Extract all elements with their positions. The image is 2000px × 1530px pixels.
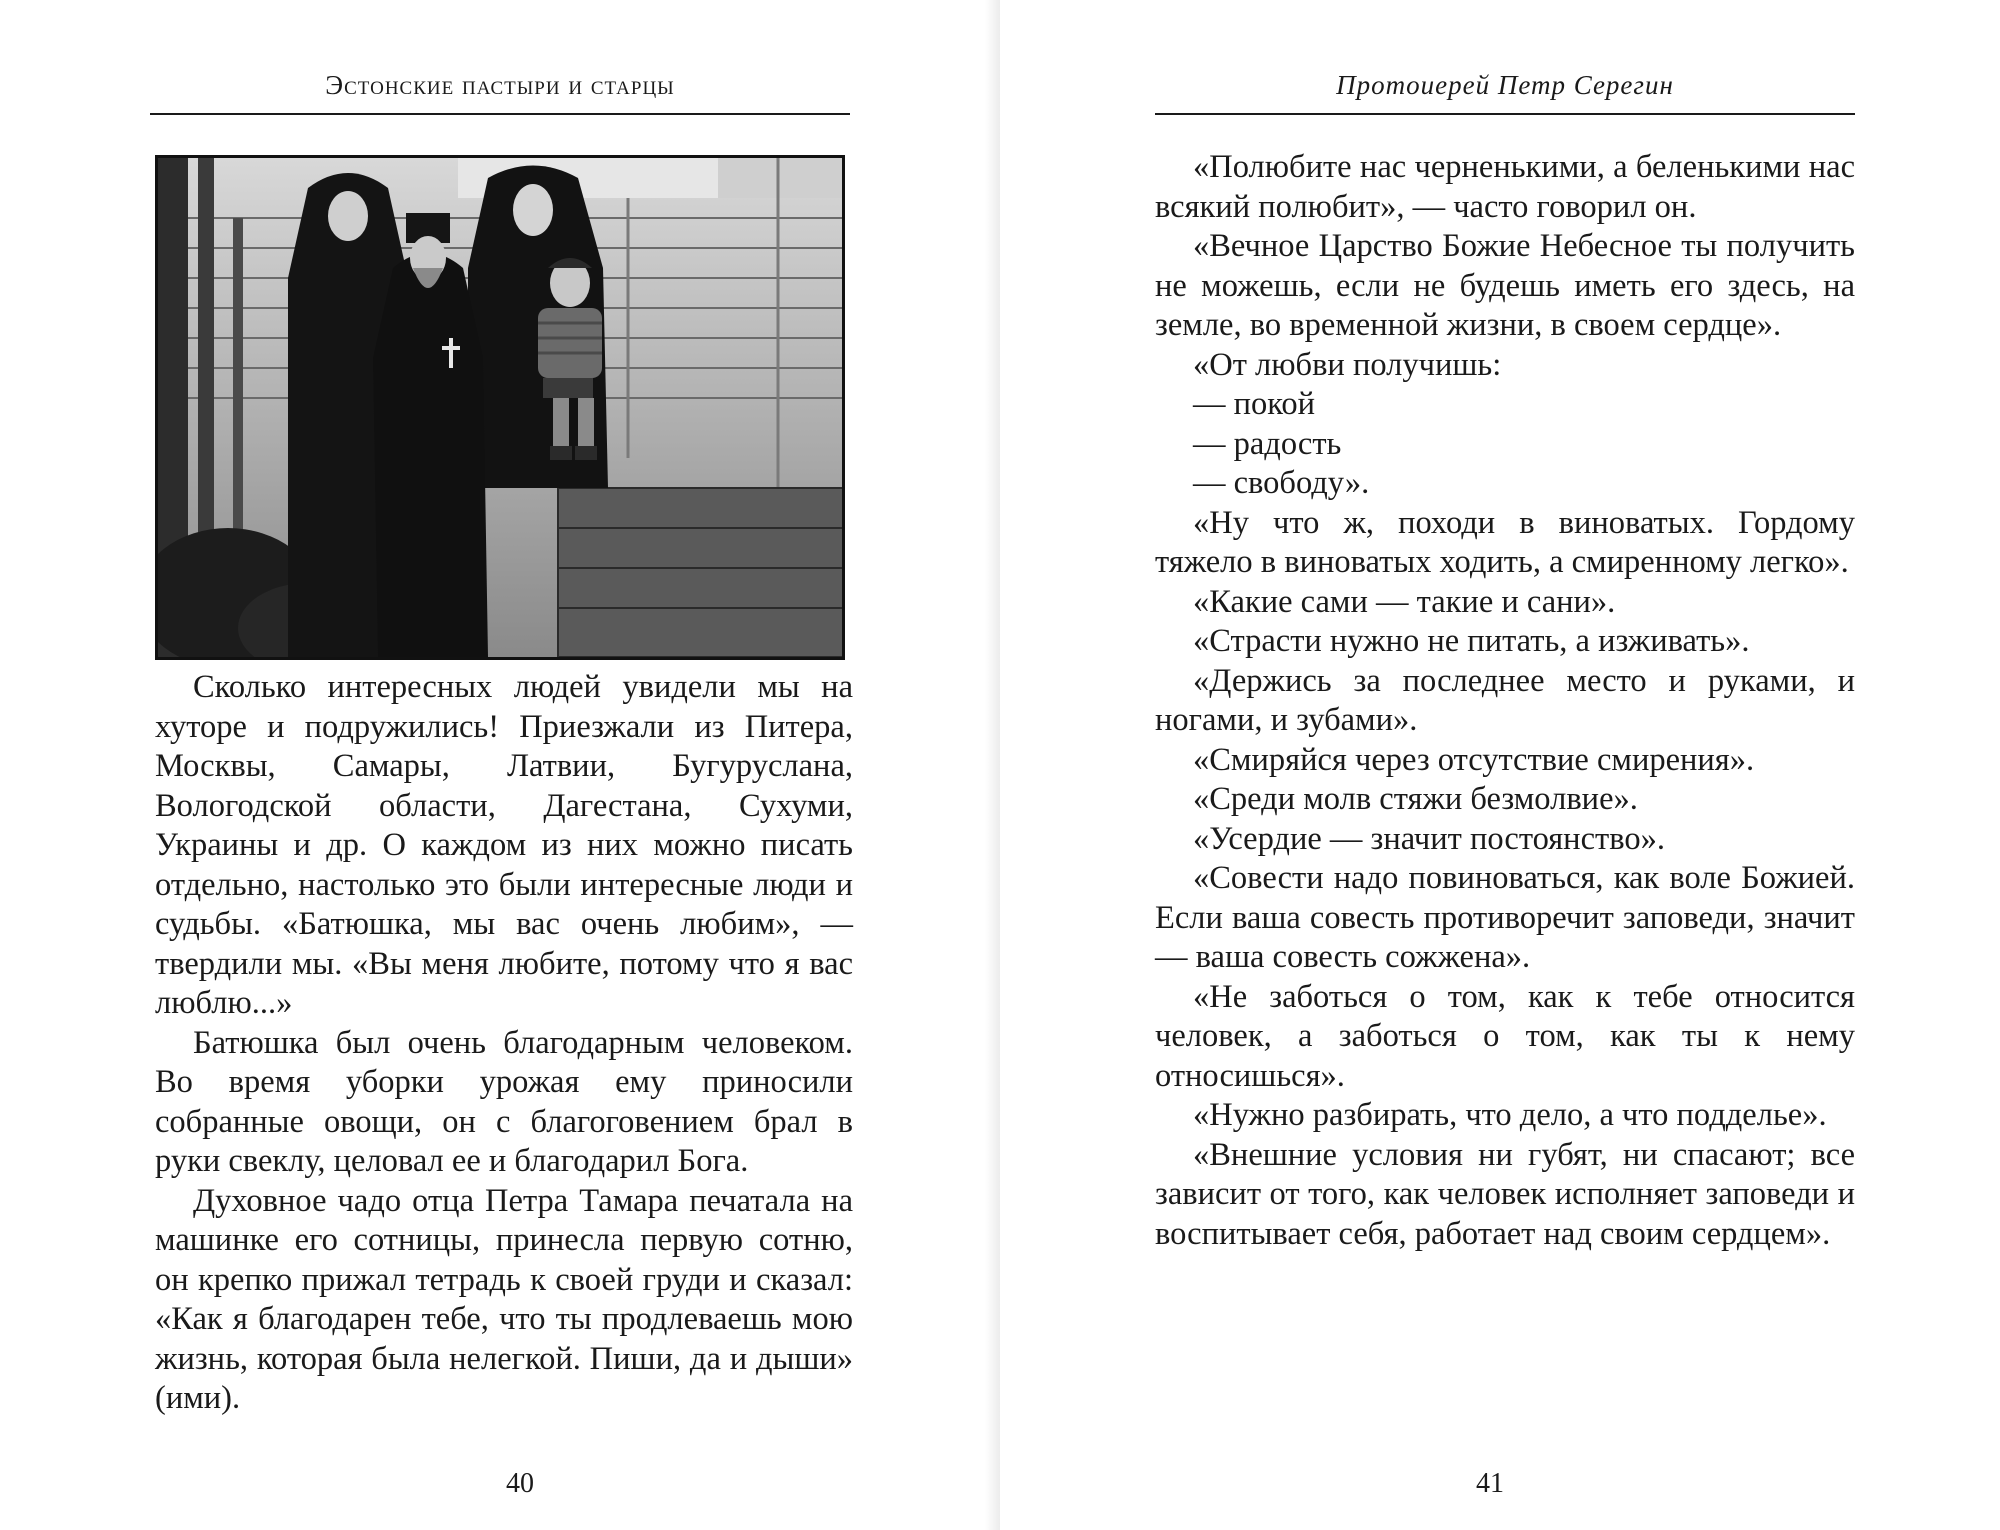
- paragraph: «Усердие — значит постоянство».: [1193, 820, 1665, 857]
- right-body-text: [1155, 148, 1855, 1254]
- paragraph: «Вечное Царство Божие Небесное ты получить не можешь, если не будешь иметь его здесь, на земле, во временной жизни, в своем сердце».: [1155, 228, 1855, 343]
- paragraph: «Совести надо повиноваться, как воле Божией. Если ваша совесть противоречит заповеди, значит — ваша совесть сожжена».: [1155, 860, 1855, 975]
- paragraph: «От любви получишь:: [1193, 346, 1502, 383]
- paragraph: «Не заботься о том, как к тебе относится человек, а заботься о том, как ты к нему относишься».: [1155, 978, 1855, 1094]
- page-number-left: 40: [506, 1468, 534, 1499]
- paragraph: «Полюбите нас черненькими, а беленькими нас всякий полюбит», — часто говорил он.: [1155, 149, 1855, 225]
- paragraph: «Держись за последнее место и руками, и ногами, и зубами».: [1155, 662, 1855, 738]
- paragraph: Духовное чадо отца Петра Тамара печатала на машинке его сотницы, принесла первую сотню, он крепко прижал тетрадь к своей груди и сказал: «Как я благодарен тебе, что ты продлеваешь мою жизнь, которая была нелегкой. Пиши, да и дыши» (ими).: [155, 1182, 853, 1416]
- paragraph: «Внешние условия ни губят, ни спасают; все зависит от того, как человек исполняет заповеди и воспитывает себя, работает над своим сердцем».: [1155, 1136, 1855, 1252]
- running-head-left: Эстонские пастыри и старцы: [325, 70, 675, 100]
- paragraph: «Какие сами — такие и сани».: [1193, 583, 1616, 620]
- paragraph: Батюшка был очень благодарным человеком. Во время уборки урожая ему приносили собранные овощи, он с благоговением брал в руки свеклу, целовал ее и благодарил Бога.: [155, 1024, 853, 1179]
- page-number-right: 41: [1476, 1468, 1504, 1499]
- paragraph: «Смиряйся через отсутствие смирения».: [1193, 741, 1755, 778]
- list-item: — покой: [1193, 386, 1316, 422]
- paragraph: «Нужно разбирать, что дело, а что подделье».: [1193, 1097, 1827, 1133]
- family-photo: [155, 155, 845, 660]
- list-item: — свободу».: [1193, 465, 1370, 501]
- paragraph: «Страсти нужно не питать, а изживать».: [1193, 623, 1750, 659]
- right-page: [1000, 0, 2000, 1530]
- paragraph: «Среди молв стяжи безмолвие».: [1193, 781, 1638, 817]
- family-photo-icon: [158, 158, 842, 657]
- header-rule-right: [1155, 113, 1855, 115]
- running-head-right: Протоиерей Петр Серегин: [1336, 70, 1674, 100]
- paragraph: Сколько интересных людей увидели мы на хуторе и подружились! Приезжали из Питера, Москвы, Самары, Латвии, Бугуруслана, Вологодской области, Дагестана, Сухуми, Украины и др. О каждом из них можно писать отдельно, настолько это были интересные люди и судьбы. «Батюшка, мы вас очень любим», — твердили мы. «Вы меня любите, потому что я вас люблю...»: [155, 669, 853, 1021]
- list-item: — радость: [1193, 425, 1342, 462]
- left-body-text: [155, 668, 853, 1419]
- header-rule-left: [150, 113, 850, 115]
- paragraph: «Ну что ж, походи в виноватых. Гордому тяжело в виноватых ходить, а смиренному легко».: [1155, 504, 1855, 580]
